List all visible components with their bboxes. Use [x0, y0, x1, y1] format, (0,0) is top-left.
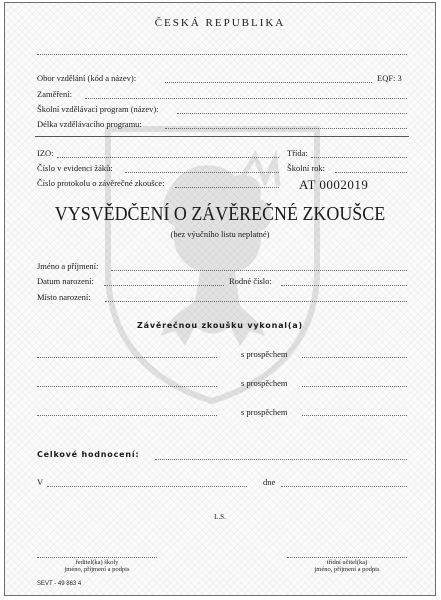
dob-line [104, 285, 224, 286]
date-line [281, 486, 407, 487]
izo-label: IZO: [37, 148, 54, 158]
left-signature-line [37, 557, 157, 558]
obor-line [165, 82, 372, 83]
right-signature-line [287, 557, 407, 558]
right-signature-hint: jméno, příjmení a podpis [314, 566, 380, 573]
date-label: dne [263, 477, 276, 487]
zamereni-label: Zaměření: [37, 89, 72, 99]
exam-grade-label-2: s prospěchem [241, 378, 288, 388]
left-signature-role: ředitel(ka) školy [75, 559, 119, 566]
exam-heading: Závěrečnou zkoušku vykonal(a) [137, 321, 303, 330]
svp-line [177, 113, 407, 114]
cislo-protokolu-line [175, 187, 279, 188]
overall-line [155, 459, 407, 460]
delka-line [165, 128, 407, 129]
birthplace-line [105, 301, 407, 302]
dob-label: Datum narození: [37, 276, 94, 286]
cislo-evidence-line [125, 172, 279, 173]
exam-grade-label-3: s prospěchem [241, 407, 288, 417]
svp-label: Školní vzdělávací program (název): [37, 104, 159, 114]
delka-label: Délka vzdělávacího programu: [37, 119, 142, 129]
rodne-cislo-label: Rodné číslo: [229, 276, 272, 286]
exam-subject-line-2 [37, 386, 217, 387]
country-heading: ČESKÁ REPUBLIKA [154, 17, 286, 29]
cislo-evidence-label: Číslo v evidenci žáků: [37, 163, 113, 173]
trida-label: Třída: [287, 148, 308, 158]
exam-grade-line-1 [302, 357, 407, 358]
right-signature-role: třídní učitel(ka) [326, 559, 368, 566]
header-rule [37, 54, 407, 55]
place-line [47, 486, 247, 487]
zamereni-line [85, 98, 407, 99]
exam-grade-line-2 [302, 386, 407, 387]
serial-number: AT 0002019 [299, 177, 369, 192]
obor-label: Obor vzdělání (kód a název): [37, 73, 137, 83]
certificate-sheet [4, 2, 436, 596]
section-divider [35, 136, 409, 137]
exam-subject-line-1 [37, 357, 217, 358]
document-subtitle: (bez výučního listu neplatné) [170, 229, 270, 239]
overall-label: Celkové hodnocení: [37, 450, 140, 459]
eqf-label: EQF: 3 [377, 73, 402, 83]
name-line [111, 270, 407, 271]
izo-line [57, 157, 279, 158]
place-prefix: V [37, 477, 44, 487]
name-label: Jméno a příjmení: [37, 261, 99, 271]
skolni-rok-line [335, 172, 407, 173]
form-code: SEVT - 49 863 4 [37, 581, 82, 587]
exam-grade-label-1: s prospěchem [241, 349, 288, 359]
birthplace-label: Místo narození: [37, 292, 91, 302]
rodne-cislo-line [281, 285, 407, 286]
cislo-protokolu-label: Číslo protokolu o závěrečné zkoušce: [37, 178, 165, 188]
left-signature-hint: jméno, příjmení a podpis [64, 566, 130, 573]
document-title: VYSVĚDČENÍ O ZÁVĚREČNÉ ZKOUŠCE [54, 204, 386, 225]
skolni-rok-label: Školní rok: [287, 163, 326, 173]
trida-line [311, 157, 407, 158]
exam-grade-line-3 [302, 415, 407, 416]
exam-subject-line-3 [37, 415, 217, 416]
stamp-placeholder: L.S. [214, 513, 226, 521]
